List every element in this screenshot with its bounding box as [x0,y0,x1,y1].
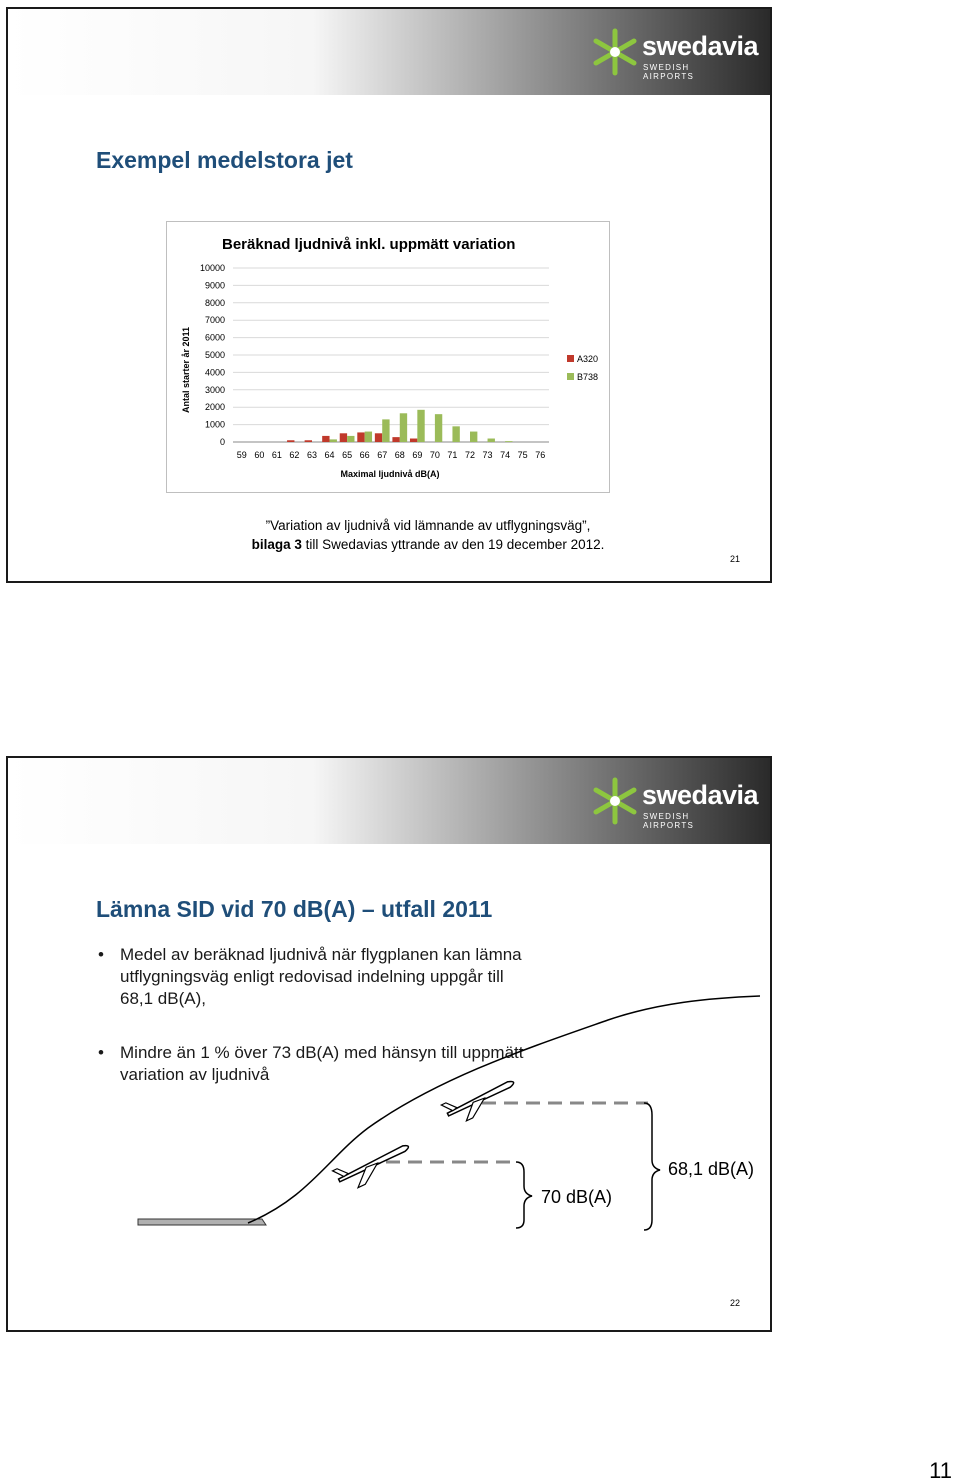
bar-a320 [375,433,382,442]
bar-b738 [330,439,337,442]
departure-diagram [8,758,772,1332]
x-tick-label: 65 [342,450,353,460]
y-tick-label: 6000 [204,332,225,343]
y-tick-label: 5000 [204,350,225,360]
bar-b738 [488,439,495,442]
swedavia-logo [592,27,759,81]
bar-a320 [287,440,294,442]
logo-subtitle: SWEDISH AIRPORTS [643,812,695,830]
slide-header [8,9,770,95]
y-tick-label: 8000 [204,297,225,308]
bullet-dot: • [98,1043,104,1062]
slide-title: Exempel medelstora jet [96,147,353,173]
x-tick-label: 59 [236,450,247,460]
label-68-dba: 68,1 dB(A) [668,1159,755,1179]
legend-label: A320 [577,354,599,364]
x-tick-label: 76 [535,450,546,460]
x-axis-label: Maximal ljudnivå dB(A) [340,469,440,479]
bar-a320 [357,432,364,442]
bar-chart [166,221,610,493]
chart-svg [167,222,609,492]
bar-a320 [305,440,312,442]
x-tick-label: 63 [306,450,318,460]
bar-b738 [347,436,354,442]
caption-bold: bilaga 3 [251,537,302,552]
bar-a320 [392,437,399,442]
logo-wordmark: swedavia [642,780,759,810]
slide-number: 22 [729,1298,740,1308]
bar-a320 [410,439,417,442]
bar-b738 [365,432,372,442]
airplane-icon [333,1137,416,1194]
y-tick-label: 0 [219,437,225,447]
x-tick-label: 69 [412,450,423,460]
brace-68 [644,1103,660,1230]
y-tick-label: 9000 [204,280,225,291]
bar-b738 [400,413,407,442]
bullet-text: Mindre än 1 % över 73 dB(A) med hänsyn till uppmätt variation av ljudnivå [120,1043,524,1084]
slide-number: 21 [729,554,740,564]
x-tick-label: 64 [324,450,335,460]
y-axis-label: Antal starter år 2011 [181,326,191,414]
bar-b738 [470,432,477,442]
page-number: 11 [929,1458,952,1483]
slide-22 [6,756,772,1332]
x-tick-label: 68 [394,450,405,460]
logo-wordmark: swedavia [642,31,759,61]
x-tick-label: 62 [289,450,300,460]
y-tick-label: 1000 [204,419,225,430]
airplane-icon [441,1073,520,1127]
y-tick-label: 3000 [204,384,225,395]
y-tick-label: 4000 [204,367,225,378]
x-tick-label: 61 [271,450,282,460]
brace-70 [516,1162,532,1228]
bullet-text: Medel av beräknad ljudnivå när flygplanen kan lämna utflygningsväg enligt redovisad indelning uppgår till 68,1 dB(A), [120,945,522,1008]
y-tick-label: 2000 [204,402,225,413]
slide-title: Lämna SID vid 70 dB(A) – utfall 2011 [96,896,493,922]
label-70-dba: 70 dB(A) [541,1187,613,1207]
y-tick-label: 10000 [199,263,225,273]
logo-subtitle: SWEDISH AIRPORTS [643,63,695,81]
x-tick-label: 60 [254,450,265,460]
bar-b738 [452,426,459,442]
legend-label: B738 [577,372,599,382]
bar-a320 [322,436,329,442]
bar-b738 [382,419,389,442]
slide-21 [6,7,772,583]
x-tick-label: 72 [464,450,476,460]
bar-b738 [435,414,442,442]
figure-caption [158,516,698,554]
x-tick-label: 75 [517,450,528,460]
bar-a320 [340,433,347,442]
bar-b738 [505,441,512,442]
legend-swatch [567,355,574,362]
caption-line-2 [158,535,698,554]
caption-line-1: ”Variation av ljudnivå vid lämnande av utflygningsväg”, [265,518,591,533]
x-tick-label: 70 [429,450,440,460]
x-tick-label: 67 [377,450,388,460]
bar-b738 [417,410,424,442]
snowflake-icon [592,27,638,77]
bullet-dot: • [98,945,104,964]
x-tick-label: 74 [500,450,511,460]
x-tick-label: 66 [359,450,370,460]
x-tick-label: 73 [482,450,493,460]
chart-title: Beräknad ljudnivå inkl. uppmätt variation [222,236,516,253]
caption-rest: till Swedavias yttrande av den 19 december 2012. [301,537,605,552]
runway [138,1219,266,1225]
climb-path [248,996,760,1223]
x-tick-label: 71 [447,450,458,460]
legend-swatch [567,373,574,380]
y-tick-label: 7000 [204,315,225,326]
